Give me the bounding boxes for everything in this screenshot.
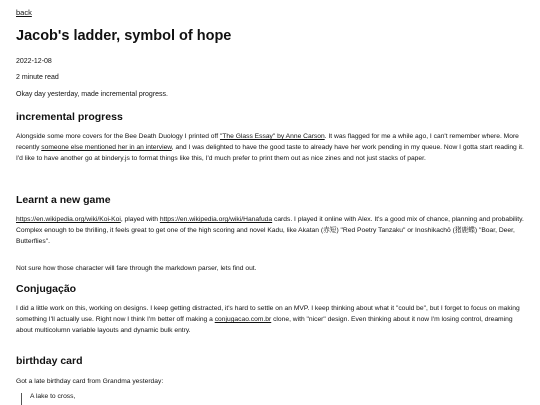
text-fragment: , played with bbox=[120, 216, 160, 223]
blockquote bbox=[21, 393, 75, 405]
post-date: 2022-12-08 bbox=[16, 58, 52, 65]
quote-text: A lake to cross, bbox=[30, 393, 76, 400]
paragraph-conjugacao bbox=[16, 303, 526, 336]
heading-conjugacao: Conjugação bbox=[16, 283, 77, 295]
text-fragment: , and I was delighted to have the good taste to already have her work pending in my queue. Now I gotta start reading it. I'd like to have another go at bindery.js to format things like this, I'd much prefer to print them out as nice zines and not just stacks of paper. bbox=[16, 144, 524, 162]
text-fragment: cards. I played it online with Alex. It's a good mix of chance, planning and probability. Complex enough to be thrilling, it feels great to get one of the high scoring and novel Kadu, like Akatan (赤短) "Red Poetry Tanzaku" or Inoshikachō (猪鹿蝶) "Boar, Deer, Butterflies". bbox=[16, 216, 524, 245]
heading-incremental-progress: incremental progress bbox=[16, 111, 123, 123]
intro-paragraph: Okay day yesterday, made incremental progress. bbox=[16, 91, 168, 98]
read-time: 2 minute read bbox=[16, 74, 59, 81]
paragraph-koi-koi bbox=[16, 214, 526, 247]
text-fragment: . It was flagged for me a while ago, I can't remember where. More recently bbox=[16, 133, 519, 151]
conjugacao-link[interactable]: conjugacao.com.br bbox=[214, 316, 272, 323]
paragraph-birthday-card: Got a late birthday card from Grandma yesterday: bbox=[16, 378, 164, 385]
interview-link[interactable]: someone else mentioned her in an interview bbox=[41, 144, 172, 151]
text-fragment: Alongside some more covers for the Bee Death Duology I printed off bbox=[16, 133, 220, 140]
heading-learnt-new-game: Learnt a new game bbox=[16, 194, 111, 206]
paragraph-markdown-note: Not sure how those character will fare through the markdown parser, lets find out. bbox=[16, 265, 257, 272]
paragraph-incremental-progress bbox=[16, 131, 526, 164]
post-title: Jacob's ladder, symbol of hope bbox=[16, 28, 232, 44]
glass-essay-link[interactable]: "The Glass Essay" by Anne Carson bbox=[219, 133, 325, 140]
hanafuda-link[interactable]: https://en.wikipedia.org/wiki/Hanafuda bbox=[159, 216, 273, 223]
back-link[interactable]: back bbox=[16, 8, 32, 17]
koi-koi-link[interactable]: https://en.wikipedia.org/wiki/Koi-Koi bbox=[16, 216, 121, 223]
text-fragment: I did a little work on this, working on designs. I keep getting distracted, it's hard to settle on an MVP. I keep thinking about what it "could be", but I forget to focus on making something I'll actually use. Right now I think I'm better off making a bbox=[16, 305, 520, 323]
heading-birthday-card: birthday card bbox=[16, 355, 83, 367]
text-fragment: clone, with "nicer" design. Even thinking about it now I'm losing control, dreaming about multicolumn variable layouts and dynamic bulk entry. bbox=[16, 316, 513, 334]
